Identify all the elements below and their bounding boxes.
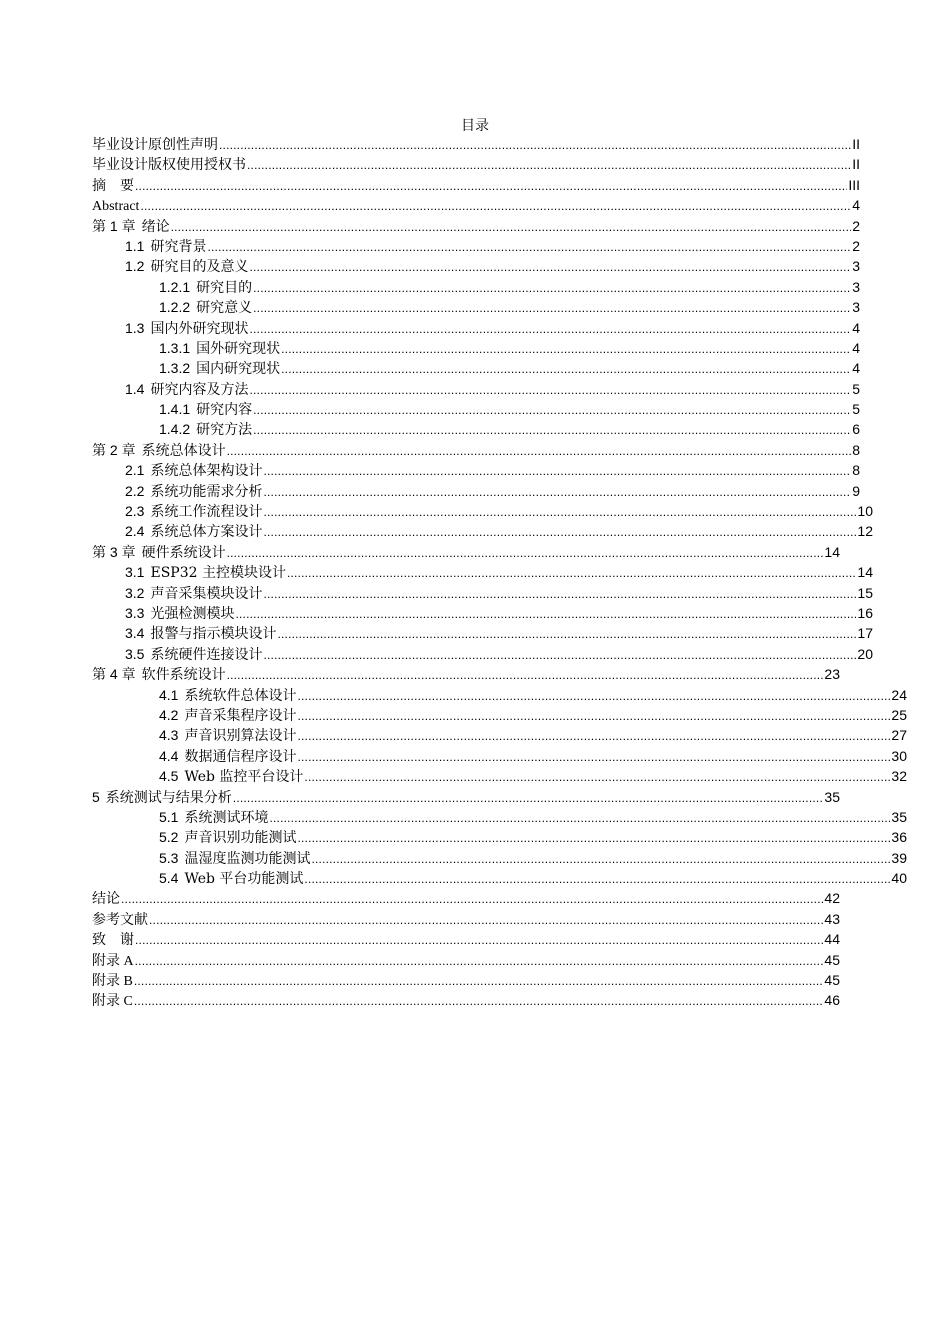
toc-entry-page: 4 [852, 319, 860, 336]
toc-leader-dots [253, 278, 851, 297]
toc-leader-dots [311, 849, 890, 868]
toc-entry-label [159, 297, 252, 317]
toc-entry-page: 8 [852, 441, 860, 458]
toc-entry[interactable] [92, 848, 907, 868]
toc-entry[interactable] [92, 725, 907, 745]
toc-entry-label [159, 848, 310, 868]
toc-entry-page: II [852, 136, 860, 152]
toc-entry-number: 4.3 [159, 727, 179, 744]
toc-entry-text: 毕业设计原创性声明 [92, 136, 218, 152]
toc-entry-label [92, 787, 232, 807]
toc-entry-label [159, 705, 296, 725]
toc-entry-text: 附录 A [92, 953, 134, 969]
toc-entry-label [159, 685, 296, 705]
toc-entry-text: ESP32 主控模块设计 [150, 565, 286, 582]
toc-leader-dots [247, 155, 851, 174]
toc-entry-page: 9 [852, 482, 860, 499]
toc-entry-text: 绪论 [141, 218, 170, 235]
toc-entry-page: 14 [857, 564, 873, 581]
toc-entry-page: 16 [857, 604, 873, 621]
toc-entry-page: 43 [824, 910, 840, 927]
toc-entry-label [159, 746, 296, 766]
toc-leader-dots [297, 747, 890, 766]
toc-entry-text: 温湿度监测功能测试 [184, 850, 311, 867]
toc-entry-label [92, 664, 226, 684]
toc-entry-number: 第 3 章 [92, 543, 136, 560]
toc-entry-label [125, 583, 262, 603]
toc-entry-page: 36 [891, 829, 907, 846]
toc-entry-number: 1.2 [125, 258, 145, 275]
toc-entry-label [125, 644, 262, 664]
toc-entry-label [125, 379, 248, 399]
toc-entry-label [92, 910, 148, 929]
toc-entry-page: 8 [852, 462, 860, 479]
toc-entry-page: 25 [891, 706, 907, 723]
toc-entry-text: 声音识别功能测试 [184, 830, 297, 847]
toc-entry-label [125, 460, 262, 480]
toc-leader-dots [281, 359, 851, 378]
toc-entry-page: 35 [824, 788, 840, 805]
toc-entry-label [92, 992, 133, 1010]
toc-leader-dots [297, 686, 890, 705]
toc-entry-page: 4 [852, 339, 860, 356]
toc-entry-label [92, 972, 133, 990]
toc-entry[interactable] [92, 868, 907, 888]
toc-entry-label [92, 216, 170, 236]
toc-entry-label [92, 440, 226, 460]
toc-entry-number: 2.3 [125, 503, 145, 520]
toc-entry-label [159, 419, 252, 439]
toc-entry-text: 附录 B [92, 974, 133, 990]
toc-leader-dots [135, 176, 847, 195]
toc-entry-number: 第 4 章 [92, 666, 136, 683]
toc-entry-page: 35 [891, 808, 907, 825]
toc-entry-page: 20 [857, 645, 873, 662]
toc-leader-dots [304, 767, 890, 786]
toc-entry-text: 软件系统设计 [141, 667, 226, 684]
toc-entry-number: 4.1 [159, 686, 179, 703]
toc-entry-text: 系统工作流程设计 [150, 504, 263, 521]
toc-entry-page: 2 [852, 237, 860, 254]
toc-leader-dots [281, 339, 851, 358]
toc-entry-text: Abstract [92, 199, 140, 215]
toc-entry[interactable] [92, 379, 860, 399]
toc-leader-dots [121, 889, 823, 908]
toc-leader-dots [149, 910, 823, 929]
toc-entry[interactable] [92, 277, 860, 297]
toc-entry-number: 2.1 [125, 462, 145, 479]
toc-entry-label [159, 868, 303, 888]
toc-entry-number: 第 1 章 [92, 217, 136, 234]
toc-entry-page: 4 [852, 360, 860, 377]
toc-entry-label [125, 562, 286, 582]
toc-entry-text: 系统测试与结果分析 [105, 789, 232, 806]
toc-entry-number: 1.3 [125, 319, 145, 336]
toc-entry-label [159, 807, 268, 827]
toc-entry-page: 42 [824, 890, 840, 907]
toc-entry-number: 2.2 [125, 482, 145, 499]
toc-entry-number: 1.3.2 [159, 360, 191, 377]
toc-entry-label [159, 277, 252, 297]
toc-leader-dots [297, 828, 890, 847]
toc-leader-dots [263, 645, 856, 664]
toc-entry[interactable] [92, 766, 907, 786]
toc-entry[interactable] [92, 603, 873, 623]
toc-entry[interactable] [92, 154, 860, 174]
toc-entry-page: 45 [824, 972, 840, 989]
toc-entry-label [159, 338, 280, 358]
toc-entry[interactable] [92, 521, 873, 541]
toc-leader-dots [134, 991, 824, 1010]
toc-entry[interactable] [92, 542, 840, 562]
toc-entry-text: 参考文献 [92, 911, 148, 928]
toc-entry[interactable] [92, 909, 840, 929]
toc-entry[interactable] [92, 440, 860, 460]
toc-entry-label [159, 827, 296, 847]
toc-entry[interactable] [92, 746, 907, 766]
toc-entry-page: 23 [824, 666, 840, 683]
toc-entry[interactable] [92, 583, 873, 603]
toc-leader-dots [207, 237, 851, 256]
toc-entry-text: 系统功能需求分析 [150, 483, 263, 500]
toc-entry-text: 研究意义 [196, 300, 253, 317]
table-of-contents [92, 134, 907, 1011]
toc-entry-number: 4.2 [159, 706, 179, 723]
toc-entry-number: 1.2.1 [159, 278, 191, 295]
toc-entry-number: 3.3 [125, 604, 145, 621]
toc-leader-dots [277, 624, 856, 643]
toc-entry-label [159, 766, 303, 786]
toc-leader-dots [263, 522, 856, 541]
toc-leader-dots [135, 930, 823, 949]
toc-entry-text: 研究背景 [150, 238, 207, 255]
toc-entry-number: 5.4 [159, 870, 179, 887]
toc-entry-text: 附录 C [92, 994, 133, 1010]
toc-entry-page: 4 [852, 197, 860, 214]
toc-leader-dots [227, 665, 824, 684]
toc-entry-page: 46 [824, 992, 840, 1009]
toc-entry-page: 10 [857, 503, 873, 520]
toc-entry-page: 3 [852, 278, 860, 295]
toc-leader-dots [269, 808, 890, 827]
toc-leader-dots [233, 788, 824, 807]
toc-entry-number: 3.2 [125, 584, 145, 601]
toc-entry-text: 摘 要 [92, 176, 134, 193]
toc-entry-number: 5 [92, 788, 100, 805]
toc-entry-page: 45 [824, 951, 840, 968]
toc-title: 目录 [461, 118, 489, 134]
toc-entry[interactable] [92, 399, 860, 419]
toc-entry-label [92, 175, 134, 195]
toc-leader-dots [249, 380, 851, 399]
toc-entry-page: 2 [852, 217, 860, 234]
toc-entry-text: 系统软件总体设计 [184, 687, 297, 704]
toc-entry[interactable] [92, 134, 860, 154]
toc-entry-label [125, 623, 276, 643]
toc-leader-dots [297, 726, 890, 745]
toc-entry-page: 30 [891, 747, 907, 764]
toc-entry-text: 系统测试环境 [184, 809, 269, 826]
toc-entry-label [125, 481, 262, 501]
toc-leader-dots [227, 543, 824, 562]
toc-entry-page: 27 [891, 727, 907, 744]
toc-entry-number: 1.3.1 [159, 339, 191, 356]
toc-entry-number: 4.4 [159, 747, 179, 764]
toc-entry-label [125, 236, 206, 256]
toc-entry-page: 5 [852, 380, 860, 397]
toc-entry-page: 3 [852, 299, 860, 316]
toc-entry[interactable] [92, 623, 873, 643]
toc-entry-page: 40 [891, 870, 907, 887]
toc-entry-text: 国外研究现状 [196, 340, 281, 357]
toc-entry-page: II [852, 156, 860, 173]
toc-leader-dots [135, 951, 824, 970]
toc-leader-dots [263, 584, 856, 603]
toc-leader-dots [304, 869, 890, 888]
toc-entry-text: 致 谢 [92, 932, 134, 949]
toc-entry-text: 声音识别算法设计 [184, 728, 297, 745]
toc-entry[interactable] [92, 705, 907, 725]
toc-entry-number: 5.3 [159, 849, 179, 866]
toc-entry[interactable] [92, 970, 840, 990]
toc-entry-text: 研究目的及意义 [150, 259, 249, 276]
toc-entry[interactable] [92, 807, 907, 827]
toc-entry-page: 5 [852, 401, 860, 418]
toc-leader-dots [253, 298, 851, 317]
toc-entry-page: 15 [857, 584, 873, 601]
toc-entry-number: 1.4.1 [159, 401, 191, 418]
toc-entry-text: 声音采集程序设计 [184, 707, 297, 724]
toc-entry-text: 国内研究现状 [196, 361, 281, 378]
toc-entry[interactable] [92, 195, 860, 215]
toc-entry-number: 4.5 [159, 768, 179, 785]
toc-entry-label [92, 542, 226, 562]
toc-entry-page: 44 [824, 931, 840, 948]
toc-entry-page: 12 [857, 523, 873, 540]
toc-entry-label [92, 154, 246, 174]
toc-entry-label [92, 952, 134, 970]
toc-entry[interactable] [92, 950, 840, 970]
toc-leader-dots [263, 461, 851, 480]
toc-leader-dots [227, 441, 852, 460]
toc-entry[interactable] [92, 338, 860, 358]
toc-entry-text: 研究目的 [196, 279, 253, 296]
toc-entry[interactable] [92, 175, 860, 195]
toc-entry-text: 数据通信程序设计 [184, 748, 297, 765]
toc-entry-text: 硬件系统设计 [141, 544, 226, 561]
toc-entry-label [125, 603, 234, 623]
toc-entry-label [92, 889, 120, 908]
toc-entry-text: Web 监控平台设计 [184, 769, 304, 786]
toc-entry-text: 国内外研究现状 [150, 320, 249, 337]
toc-entry[interactable] [92, 990, 840, 1010]
toc-entry-page: 6 [852, 421, 860, 438]
toc-entry-page: 3 [852, 258, 860, 275]
toc-entry-text: 系统总体方案设计 [150, 524, 263, 541]
toc-leader-dots [263, 502, 856, 521]
toc-entry[interactable] [92, 358, 860, 378]
toc-leader-dots [249, 257, 851, 276]
toc-entry-page: III [848, 176, 860, 193]
toc-leader-dots [287, 563, 856, 582]
toc-entry-label [92, 930, 134, 949]
toc-entry[interactable] [92, 644, 873, 664]
toc-entry-number: 3.4 [125, 625, 145, 642]
toc-entry-text: 声音采集模块设计 [150, 585, 263, 602]
toc-entry[interactable] [92, 216, 860, 236]
toc-entry-text: 系统总体架构设计 [150, 463, 263, 480]
toc-entry[interactable] [92, 562, 873, 582]
toc-entry-page: 24 [891, 686, 907, 703]
toc-entry-text: 毕业设计版权使用授权书 [92, 156, 246, 173]
toc-entry-label [159, 399, 252, 419]
toc-entry[interactable] [92, 460, 860, 480]
toc-leader-dots [219, 135, 851, 154]
toc-entry[interactable] [92, 664, 840, 684]
toc-entry[interactable] [92, 888, 840, 908]
toc-entry-page: 39 [891, 849, 907, 866]
toc-entry[interactable] [92, 297, 860, 317]
toc-entry[interactable] [92, 685, 907, 705]
toc-entry-text: 报警与指示模块设计 [150, 626, 277, 643]
toc-entry-number: 1.4 [125, 380, 145, 397]
toc-entry-number: 3.1 [125, 564, 145, 581]
toc-entry[interactable] [92, 481, 860, 501]
toc-entry-number: 2.4 [125, 523, 145, 540]
toc-entry[interactable] [92, 929, 840, 949]
toc-entry-number: 5.1 [159, 808, 179, 825]
toc-entry-label [92, 134, 218, 154]
toc-leader-dots [249, 319, 851, 338]
toc-entry-label [125, 318, 248, 338]
toc-entry-number: 5.2 [159, 829, 179, 846]
toc-entry-label [125, 501, 262, 521]
toc-entry[interactable] [92, 318, 860, 338]
toc-entry[interactable] [92, 419, 860, 439]
toc-leader-dots [134, 971, 824, 990]
toc-entry-text: 结论 [92, 891, 120, 908]
toc-leader-dots [140, 196, 851, 215]
toc-entry-text: 研究方法 [196, 422, 253, 439]
toc-entry[interactable] [92, 501, 873, 521]
toc-entry-text: 研究内容及方法 [150, 381, 249, 398]
toc-entry-page: 17 [857, 625, 873, 642]
toc-leader-dots [263, 482, 851, 501]
toc-entry[interactable] [92, 256, 860, 276]
toc-entry-number: 第 2 章 [92, 441, 136, 458]
toc-leader-dots [253, 400, 851, 419]
toc-entry-label [125, 256, 248, 276]
toc-entry-text: 光强检测模块 [150, 605, 235, 622]
toc-entry-text: 研究内容 [196, 402, 253, 419]
toc-entry-text: 系统总体设计 [141, 442, 226, 459]
toc-entry-text: Web 平台功能测试 [184, 871, 304, 888]
toc-entry-label [92, 197, 139, 215]
toc-entry-number: 3.5 [125, 645, 145, 662]
toc-leader-dots [253, 420, 851, 439]
toc-entry-number: 1.2.2 [159, 299, 191, 316]
toc-entry-text: 系统硬件连接设计 [150, 646, 263, 663]
toc-leader-dots [235, 604, 856, 623]
toc-entry[interactable] [92, 787, 840, 807]
toc-entry-label [159, 725, 296, 745]
toc-entry-number: 1.1 [125, 237, 145, 254]
toc-entry[interactable] [92, 236, 860, 256]
toc-entry-label [125, 521, 262, 541]
toc-entry-page: 32 [891, 768, 907, 785]
toc-entry[interactable] [92, 827, 907, 847]
toc-entry-label [159, 358, 280, 378]
toc-leader-dots [297, 706, 890, 725]
toc-entry-page: 14 [824, 543, 840, 560]
toc-entry-number: 1.4.2 [159, 421, 191, 438]
toc-leader-dots [171, 217, 852, 236]
